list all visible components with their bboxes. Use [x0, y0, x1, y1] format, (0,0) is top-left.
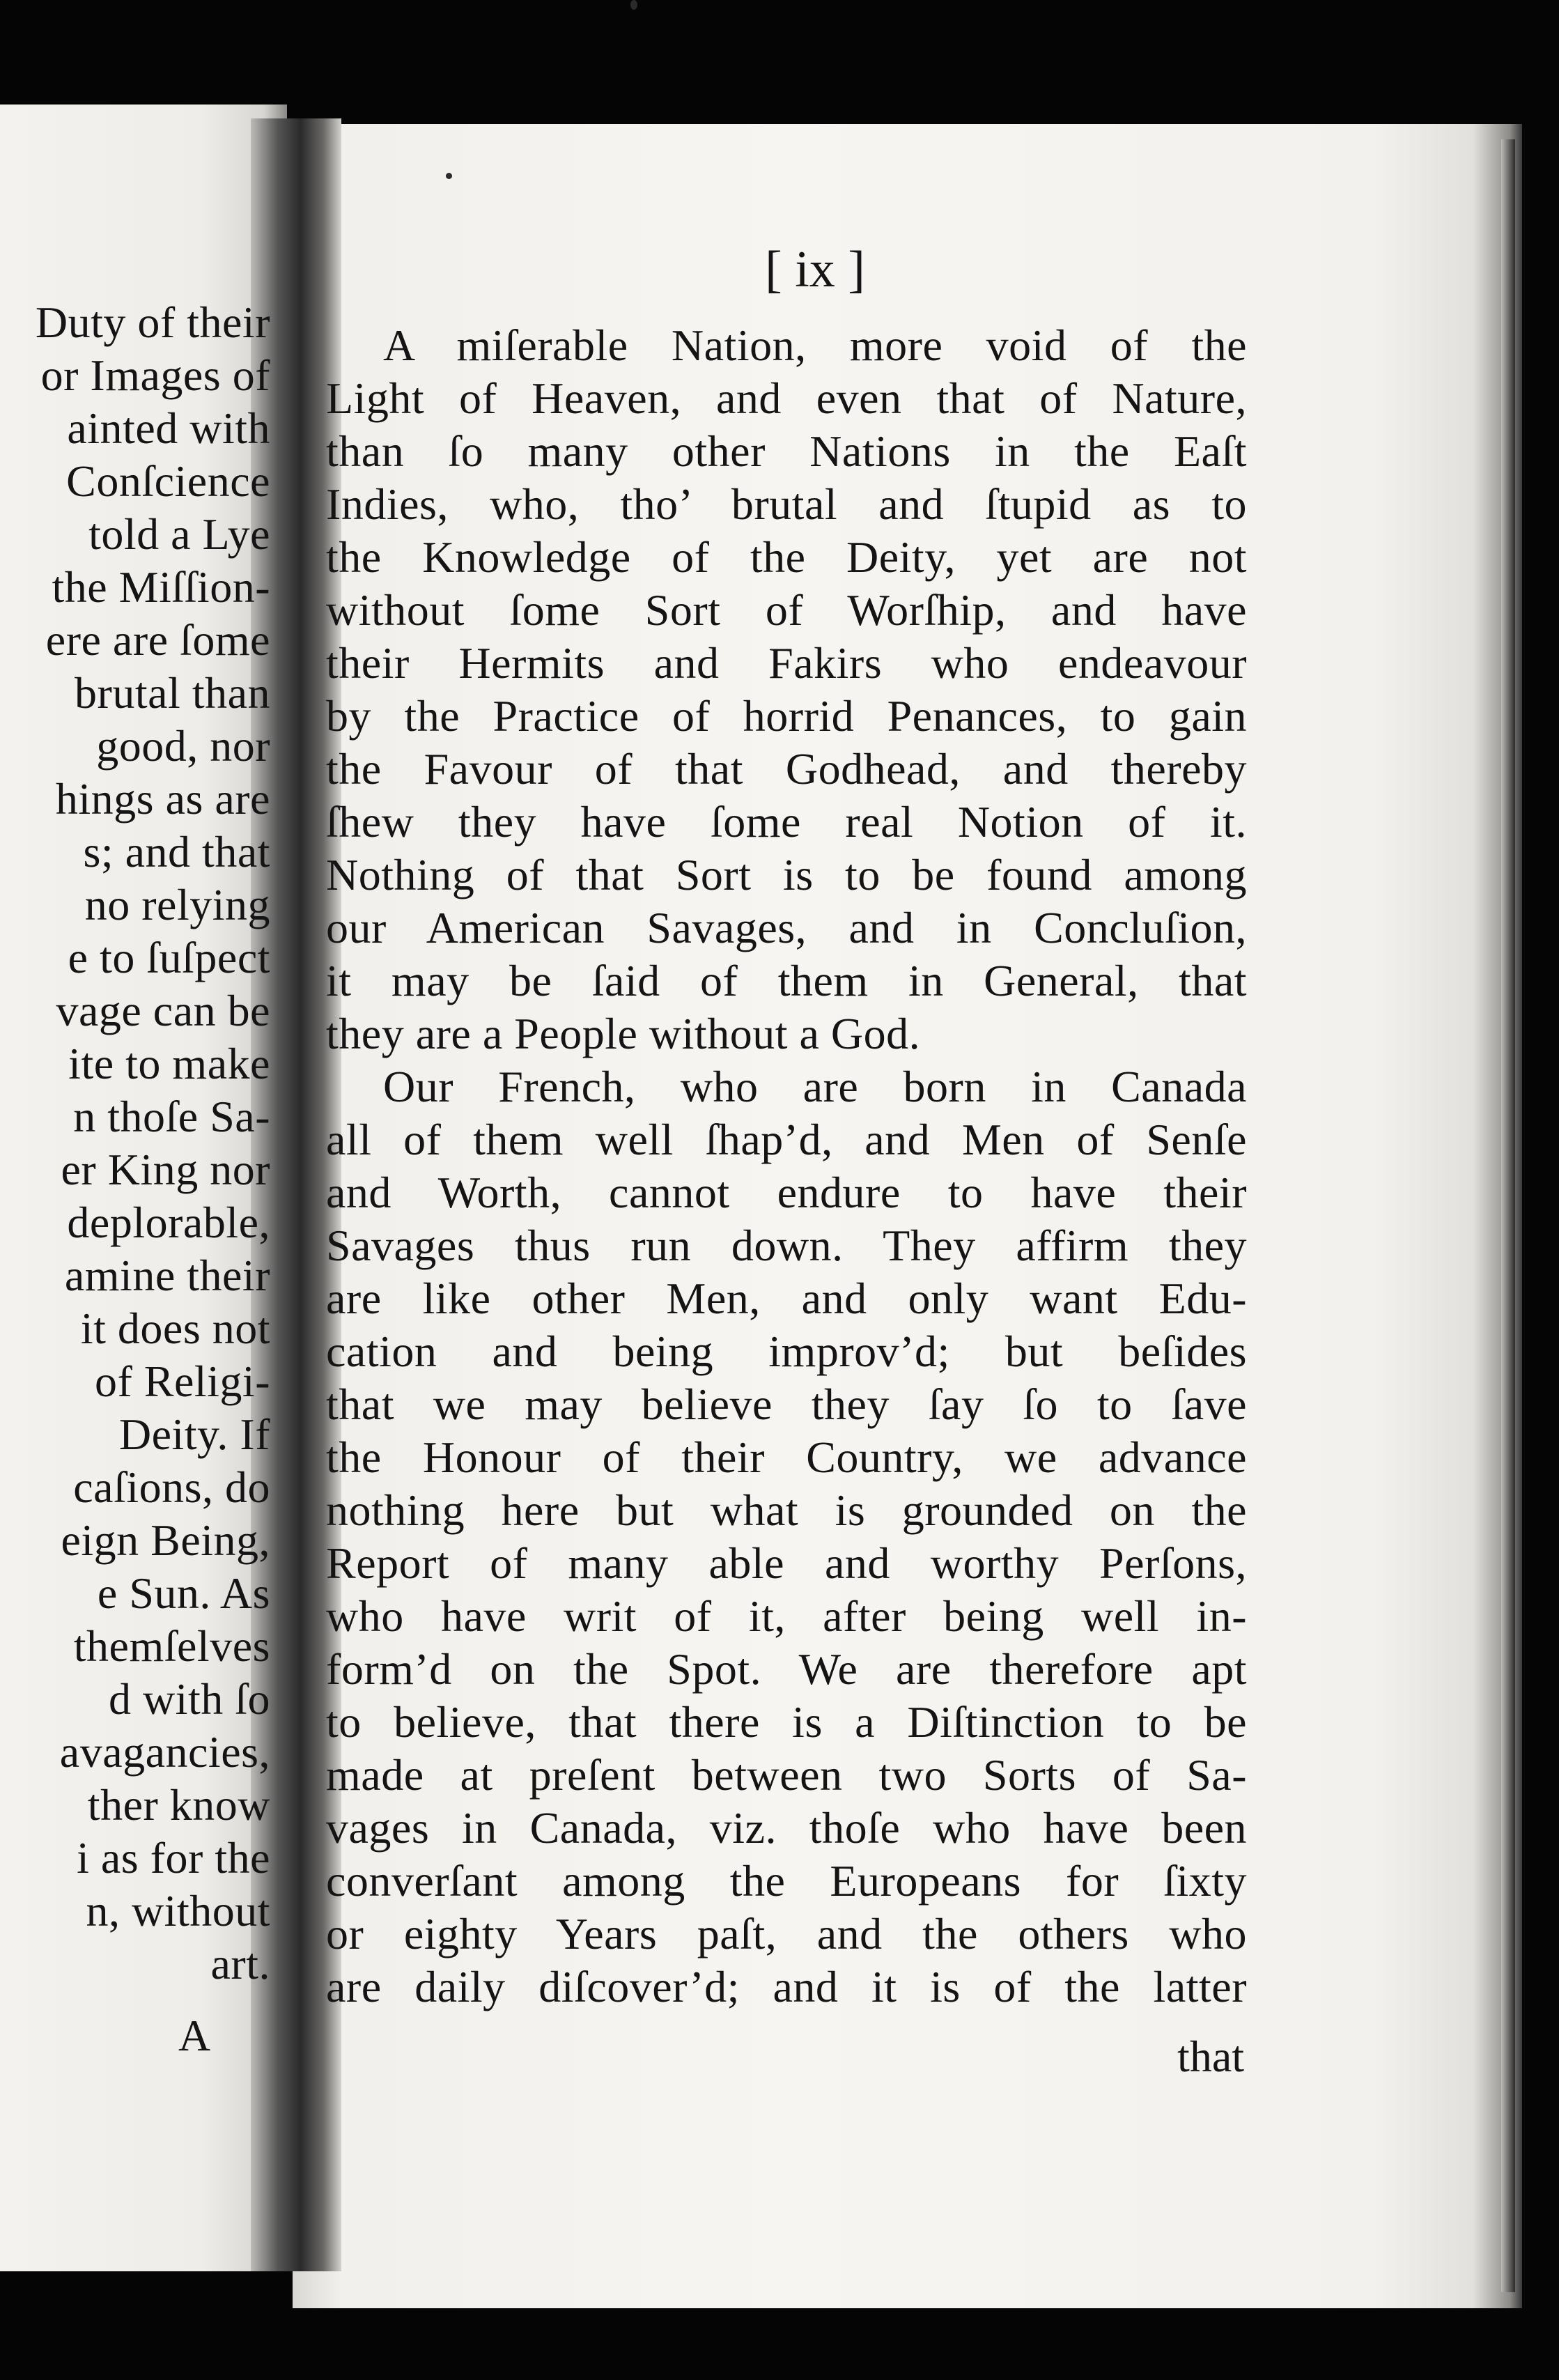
right-text-line: vages in Canada, viz. thoſe who have been — [326, 1803, 1247, 1853]
right-text-line: who have writ of it, after being well in- — [326, 1591, 1247, 1641]
right-text-line: without ſome Sort of Worſhip, and have — [326, 585, 1247, 635]
left-text-line: good, nor — [96, 721, 270, 771]
left-text-line: told a Lye — [88, 509, 270, 559]
right-text-line: the Favour of that Godhead, and thereby — [326, 744, 1247, 794]
left-text-line: Conſcience — [66, 456, 270, 506]
left-text-line: it does not — [80, 1304, 270, 1353]
left-text-line: ainted with — [67, 403, 270, 453]
left-text-line: vage can be — [56, 986, 270, 1035]
right-text-line: Savages thus run down. They affirm they — [326, 1221, 1247, 1270]
right-text-line: to believe, that there is a Diſtinction to be — [326, 1697, 1247, 1747]
left-text-line: brutal than — [75, 668, 270, 718]
left-text-line: ite to make — [68, 1039, 270, 1088]
left-text-line: hings as are — [55, 774, 270, 824]
left-text-line: ther know — [87, 1780, 270, 1830]
left-text-line: s; and that — [83, 827, 270, 876]
left-text-line: or Images of — [40, 350, 270, 400]
ink-speck — [446, 173, 452, 179]
left-catchword: A — [178, 2011, 211, 2060]
right-text-line: are daily diſcover’d; and it is of the latter — [326, 1962, 1247, 2011]
left-text-line: Deity. If — [118, 1409, 270, 1459]
right-text-line: it may be ſaid of them in General, that — [326, 956, 1247, 1005]
left-text-line: e to ſuſpect — [68, 933, 270, 982]
page-edge-shadow — [1501, 139, 1515, 2292]
right-text-line: ſhew they have ſome real Notion of it. — [326, 797, 1247, 847]
left-text-line: avagancies, — [59, 1727, 270, 1777]
right-text-line: converſant among the Europeans for ſixty — [326, 1856, 1247, 1906]
right-text-line: form’d on the Spot. We are therefore apt — [326, 1644, 1247, 1694]
right-text-line: Report of many able and worthy Perſons, — [326, 1538, 1247, 1588]
right-text-line: are like other Men, and only want Edu- — [326, 1274, 1247, 1323]
right-text-line: the Knowledge of the Deity, yet are not — [326, 532, 1247, 582]
right-text-line: they are a People without a God. — [326, 1009, 921, 1058]
right-text-line: or eighty Years paſt, and the others who — [326, 1909, 1247, 1958]
left-text-line: d with ſo — [108, 1674, 270, 1724]
left-text-line: i as for the — [77, 1833, 270, 1883]
left-text-line: art. — [210, 1939, 270, 1988]
right-text-line: Indies, who, tho’ brutal and ſtupid as to — [326, 479, 1247, 529]
ink-speck — [630, 0, 637, 10]
right-text-line: the Honour of their Country, we advance — [326, 1432, 1247, 1482]
right-text-line: all of them well ſhap’d, and Men of Senſe — [326, 1115, 1247, 1164]
right-text-line: Our French, who are born in Canada — [383, 1062, 1247, 1111]
left-text-line: caſions, do — [73, 1462, 270, 1512]
right-text-line: Nothing of that Sort is to be found among — [326, 850, 1247, 899]
right-catchword: that — [1177, 2032, 1244, 2081]
left-text-line: n thoſe Sa- — [73, 1092, 270, 1141]
right-text-line: by the Practice of horrid Penances, to gain — [326, 691, 1247, 741]
left-text-line: of Religi- — [94, 1357, 270, 1406]
right-text-line: that we may believe they ſay ſo to ſave — [326, 1380, 1247, 1429]
right-text-line: than ſo many other Nations in the Eaſt — [326, 426, 1247, 476]
left-text-line: no relying — [84, 880, 270, 929]
right-text-line: and Worth, cannot endure to have their — [326, 1168, 1247, 1217]
left-text-line: n, without — [86, 1886, 270, 1935]
right-text-line: made at preſent between two Sorts of Sa- — [326, 1750, 1247, 1800]
right-text-line: Light of Heaven, and even that of Nature, — [326, 373, 1247, 423]
right-text-line: our American Savages, and in Concluſion, — [326, 903, 1247, 952]
right-text-line: A miſerable Nation, more void of the — [383, 320, 1247, 370]
left-text-line: e Sun. As — [97, 1568, 270, 1618]
left-text-line: ere are ſome — [45, 615, 270, 665]
left-text-line: themſelves — [73, 1621, 270, 1671]
left-text-line: Duty of their — [35, 298, 270, 347]
right-text-line: their Hermits and Fakirs who endeavour — [326, 638, 1247, 688]
right-text-line: nothing here but what is grounded on the — [326, 1485, 1247, 1535]
left-text-line: amine their — [64, 1251, 270, 1300]
left-text-line: er King nor — [61, 1145, 270, 1194]
left-text-line: deplorable, — [67, 1198, 270, 1247]
left-text-line: the Miſſion- — [52, 562, 270, 612]
left-text-line: eign Being, — [61, 1515, 270, 1565]
right-text-line: cation and being improv’d; but beſides — [326, 1327, 1247, 1376]
page-number: [ ix ] — [765, 241, 865, 298]
